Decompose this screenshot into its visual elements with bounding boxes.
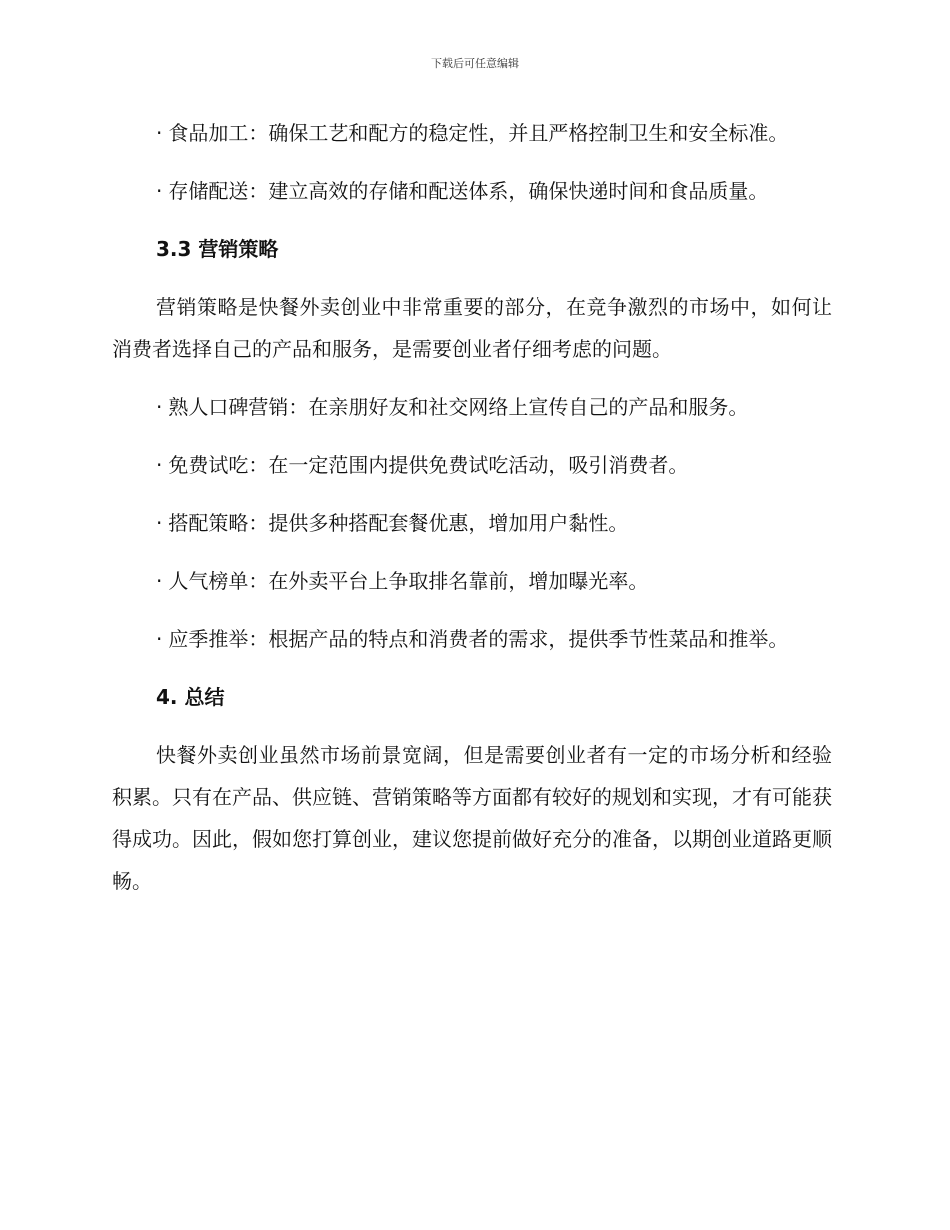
bullet-text: 存储配送：建立高效的存储和配送体系，确保快递时间和食品质量。 xyxy=(168,179,769,203)
marketing-intro-paragraph: 营销策略是快餐外卖创业中非常重要的部分，在竞争激烈的市场中，如何让消费者选择自己的产品和服务，是需要创业者仔细考虑的问题。 xyxy=(112,295,832,361)
section-heading-marketing: 3.3 营销策略 xyxy=(156,237,279,261)
bullet-dot: · xyxy=(156,395,163,419)
document-body xyxy=(112,112,832,918)
bullet-word-of-mouth xyxy=(112,386,832,428)
bullet-storage-delivery xyxy=(112,170,832,212)
bullet-dot: · xyxy=(156,179,163,203)
bullet-text: 人气榜单：在外卖平台上争取排名靠前，增加曝光率。 xyxy=(168,569,649,593)
bullet-text: 免费试吃：在一定范围内提供免费试吃活动，吸引消费者。 xyxy=(168,453,689,477)
bullet-text: 搭配策略：提供多种搭配套餐优惠，增加用户黏性。 xyxy=(168,511,629,535)
summary-paragraph: 快餐外卖创业虽然市场前景宽阔，但是需要创业者有一定的市场分析和经验积累。只有在产品、供应链、营销策略等方面都有较好的规划和实现，才有可能获得成功。因此，假如您打算创业，建议您提前做好充分的准备，以期创业道路更顺畅。 xyxy=(112,743,832,893)
page-header-note: 下载后可任意编辑 xyxy=(431,57,519,70)
bullet-free-trial xyxy=(112,444,832,486)
bullet-dot: · xyxy=(156,121,163,145)
bullet-dot: · xyxy=(156,569,163,593)
bullet-text: 应季推举：根据产品的特点和消费者的需求，提供季节性菜品和推举。 xyxy=(168,627,789,651)
bullet-dot: · xyxy=(156,511,163,535)
bullet-popularity-ranking xyxy=(112,560,832,602)
bullet-combo-strategy xyxy=(112,502,832,544)
bullet-dot: · xyxy=(156,627,163,651)
bullet-dot: · xyxy=(156,453,163,477)
bullet-text: 食品加工：确保工艺和配方的稳定性，并且严格控制卫生和安全标准。 xyxy=(168,121,789,145)
bullet-food-processing xyxy=(112,112,832,154)
section-heading-summary: 4. 总结 xyxy=(156,685,225,709)
bullet-seasonal-recommendation xyxy=(112,618,832,660)
bullet-text: 熟人口碑营销：在亲朋好友和社交网络上宣传自己的产品和服务。 xyxy=(168,395,749,419)
